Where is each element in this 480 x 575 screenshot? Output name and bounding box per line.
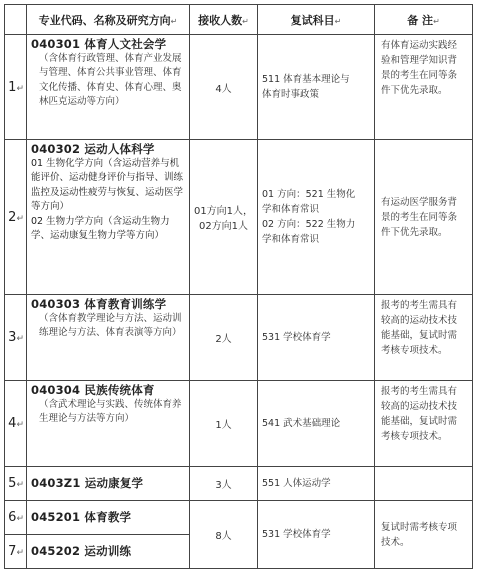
major-cell xyxy=(27,535,190,569)
row-number: 6↵ xyxy=(5,501,27,535)
major-code-name: 040302 运动人体科学 xyxy=(31,142,155,156)
exam-subject: 511 体育基本理论与 体育时事政策 xyxy=(258,35,375,140)
table-row xyxy=(5,295,473,381)
admission-table xyxy=(4,4,473,569)
major-code-name: 045201 体育教学 xyxy=(31,510,132,525)
major-cell xyxy=(27,35,190,140)
exam-subject: 531 学校体育学 xyxy=(258,295,375,381)
major-code-name: 040304 民族传统体育 xyxy=(31,383,155,397)
remark xyxy=(375,467,473,501)
enroll-count: 2人 xyxy=(190,295,258,381)
major-directions: （含武术理论与实践、传统体育养生理论与方法等方向） xyxy=(39,398,182,424)
row-number: 7↵ xyxy=(5,535,27,569)
major-cell xyxy=(27,381,190,467)
major-code-name: 040303 体育教育训练学 xyxy=(31,297,167,311)
table-row xyxy=(5,35,473,140)
major-code-name: 0403Z1 运动康复学 xyxy=(31,476,144,491)
exam-subject: 531 学校体育学 xyxy=(258,501,375,569)
header-row xyxy=(5,5,473,35)
major-directions: （含体育行政管理、体育产业发展与管理、体育公共事业管理、体育文化传播、体育史、体育心理、奥林匹克运动等方向） xyxy=(39,52,182,107)
header-note: 备 注↵ xyxy=(375,5,473,35)
header-enroll: 接收人数↵ xyxy=(190,5,258,35)
exam-subject: 01 方向：521 生物化 学和体育常识 02 方向：522 生物力 学和体育常识 xyxy=(258,140,375,295)
major-cell xyxy=(27,501,190,535)
major-cell xyxy=(27,295,190,381)
major-directions: （含体育教学理论与方法、运动训练理论与方法、体育表演等方向） xyxy=(39,312,182,338)
major-cell xyxy=(27,467,190,501)
enroll-count: 3人 xyxy=(190,467,258,501)
exam-subject: 541 武术基础理论 xyxy=(258,381,375,467)
row-number: 2↵ xyxy=(5,140,27,295)
header-num xyxy=(5,5,27,35)
table-row xyxy=(5,381,473,467)
major-direction-2: 02 生物力学方向（含运动生物力学、运动康复生物力学等方向） xyxy=(31,215,170,241)
remark: 报考的考生需具有较高的运动技术技能基础，复试时需考核专项技术。 xyxy=(375,295,473,381)
enroll-count: 01方向1人， 02方向1人 xyxy=(190,140,258,295)
remark: 复试时需考核专项技术。 xyxy=(375,501,473,569)
major-cell xyxy=(27,140,190,295)
major-code-name: 040301 体育人文社会学 xyxy=(31,37,167,51)
table-row xyxy=(5,467,473,501)
remark: 有运动医学服务背景的考生在同等条件下优先录取。 xyxy=(375,140,473,295)
major-code-name: 045202 运动训练 xyxy=(31,544,132,559)
enroll-count: 4人 xyxy=(190,35,258,140)
table-row xyxy=(5,140,473,295)
table-row xyxy=(5,501,473,535)
remark: 报考的考生需具有较高的运动技术技能基础，复试时需考核专项技术。 xyxy=(375,381,473,467)
enroll-count: 8人 xyxy=(190,501,258,569)
row-number: 1↵ xyxy=(5,35,27,140)
header-exam: 复试科目↵ xyxy=(258,5,375,35)
remark: 有体育运动实践经验和管理学知识背景的考生在同等条件下优先录取。 xyxy=(375,35,473,140)
header-code-name: 专业代码、名称及研究方向↵ xyxy=(27,5,190,35)
major-direction-1: 01 生物化学方向（含运动营养与机能评价、运动健身评价与指导、训练监控及运动性疲劳与恢复、运动医学等方向） xyxy=(31,157,184,212)
row-number: 4↵ xyxy=(5,381,27,467)
exam-subject: 551 人体运动学 xyxy=(258,467,375,501)
enroll-count: 1人 xyxy=(190,381,258,467)
row-number: 3↵ xyxy=(5,295,27,381)
row-number: 5↵ xyxy=(5,467,27,501)
